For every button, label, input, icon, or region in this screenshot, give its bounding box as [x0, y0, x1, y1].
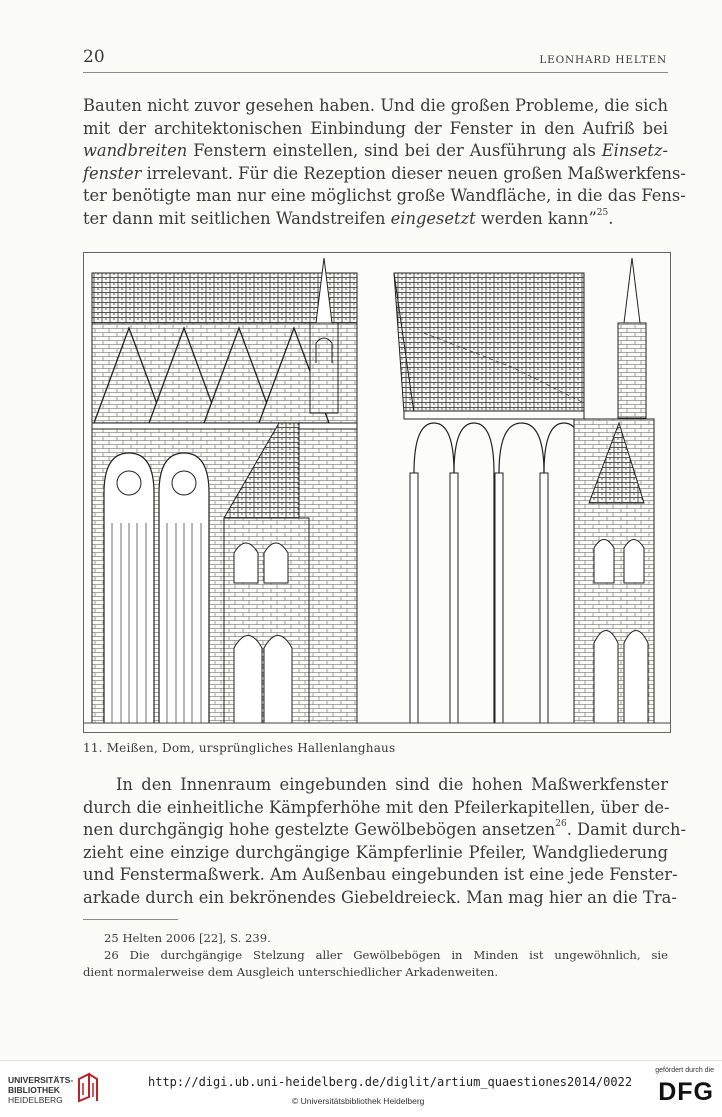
text-segment: ter benötigte man nur eine möglichst große Wandfläche, in die das Fens- — [83, 186, 686, 205]
section-arch-1 — [414, 423, 454, 723]
header-rule — [83, 72, 668, 73]
footnote-26-line-2: dient normalerweise dem Ausgleich unterschiedlicher Arkadenweiten. — [83, 965, 499, 979]
text-line — [83, 163, 686, 186]
text-segment: fenster — [83, 163, 142, 183]
text-line — [83, 842, 668, 865]
text-segment: . Damit durch- — [566, 820, 686, 839]
text-line — [83, 864, 678, 887]
text-line — [83, 819, 686, 842]
text-segment: irrelevant. Für die Rezeption dieser neuen großen Maßwerkfens- — [141, 163, 686, 183]
section-roof — [394, 273, 584, 413]
pier-2 — [450, 473, 458, 723]
pier-3 — [495, 473, 503, 723]
section-arch-low-1 — [594, 631, 618, 724]
library-logo-icon — [75, 1071, 101, 1105]
pier-4 — [540, 473, 548, 723]
text-line — [83, 797, 668, 820]
dfg-logo: DFG — [658, 1078, 714, 1106]
cross-section — [394, 258, 654, 723]
paragraph-1 — [83, 95, 686, 230]
text-segment: durch die einheitliche Kämpferhöhe mit den Pfeilerkapitellen, über de- — [83, 797, 670, 817]
text-line — [83, 140, 668, 163]
chapel-arch-2 — [264, 636, 292, 724]
section-window-1 — [594, 540, 614, 584]
footnotes — [83, 930, 668, 981]
digital-library-link[interactable]: http://digi.ub.uni-heidelberg.de/diglit/artium_quaestiones2014/0022 — [148, 1075, 633, 1089]
text-segment: . — [608, 208, 614, 228]
chapel-window-2 — [264, 543, 288, 583]
section-arch-2 — [454, 423, 494, 723]
copyright-notice: © Universitätsbibliothek Heidelberg — [292, 1096, 425, 1106]
text-line — [83, 118, 668, 141]
text-segment: und Fenstermaßwerk. Am Außenbau eingebunden ist eine jede Fenster- — [83, 865, 678, 884]
text-segment: arkade durch ein bekrönendes Giebeldreieck. Man mag hier an die Tra- — [83, 887, 677, 907]
vault-beam — [404, 411, 584, 419]
text-segment: Fenstern einstellen, sind bei der Ausführung als — [187, 141, 602, 160]
text-segment: In den Innenraum eingebunden sind die hohen Maßwerkfenster — [116, 775, 668, 794]
funding-note: gefördert durch die — [655, 1067, 714, 1074]
text-segment: zieht eine einzige durchgängige Kämpferlinie Pfeiler, Wandgliederung — [83, 842, 668, 862]
text-segment: Bauten nicht zuvor gesehen haben. Und die großen Probleme, die sich — [83, 96, 668, 115]
chapel-window-1 — [234, 543, 258, 583]
text-segment: werden kann” — [475, 208, 597, 228]
chapel-arch-1 — [234, 636, 262, 724]
footnote-rule — [83, 919, 178, 920]
text-segment: nen durchgängig hohe gestelzte Gewölbebögen ansetzen — [83, 820, 556, 839]
footnote-reference[interactable]: 25 — [596, 207, 609, 218]
running-head: LEONHARD HELTEN — [539, 54, 667, 66]
pinnacle-tower — [310, 323, 338, 413]
text-segment: mit der architektonischen Einbindung der Fenster in den Aufriß bei — [83, 118, 668, 138]
paragraph-2 — [83, 774, 686, 909]
section-spire — [624, 258, 640, 323]
footnote-25: 25 Helten 2006 [22], S. 239. — [104, 931, 271, 945]
pier-1 — [410, 473, 418, 723]
exterior-elevation — [92, 258, 357, 723]
text-segment: wandbreiten — [83, 141, 188, 160]
text-segment: Einsetz- — [601, 141, 668, 160]
viewer-footer — [0, 1060, 722, 1117]
section-arch-3 — [499, 423, 544, 723]
footnote-reference[interactable]: 26 — [555, 819, 567, 829]
figure-caption: 11. Meißen, Dom, ursprüngliches Hallenlanghaus — [83, 741, 396, 755]
text-segment: eingesetzt — [390, 208, 476, 228]
text-segment: ter dann mit seitlichen Wandstreifen — [83, 208, 391, 228]
section-window-2 — [624, 540, 644, 584]
page-number: 20 — [83, 47, 105, 67]
text-line — [83, 208, 668, 231]
text-line — [83, 95, 668, 118]
cornice — [92, 423, 357, 429]
text-line — [83, 774, 668, 797]
text-line — [83, 185, 686, 208]
text-line — [83, 887, 677, 910]
architectural-elevation-drawing — [83, 252, 671, 733]
footnote-26-line-1: 26 Die durchgängige Stelzung aller Gewölbebögen in Minden ist ungewöhnlich, sie — [104, 948, 668, 962]
section-arch-low-2 — [624, 631, 648, 724]
library-name: UNIVERSITÄTS- BIBLIOTHEK HEIDELBERG — [8, 1075, 74, 1105]
section-pinnacle — [618, 323, 646, 418]
